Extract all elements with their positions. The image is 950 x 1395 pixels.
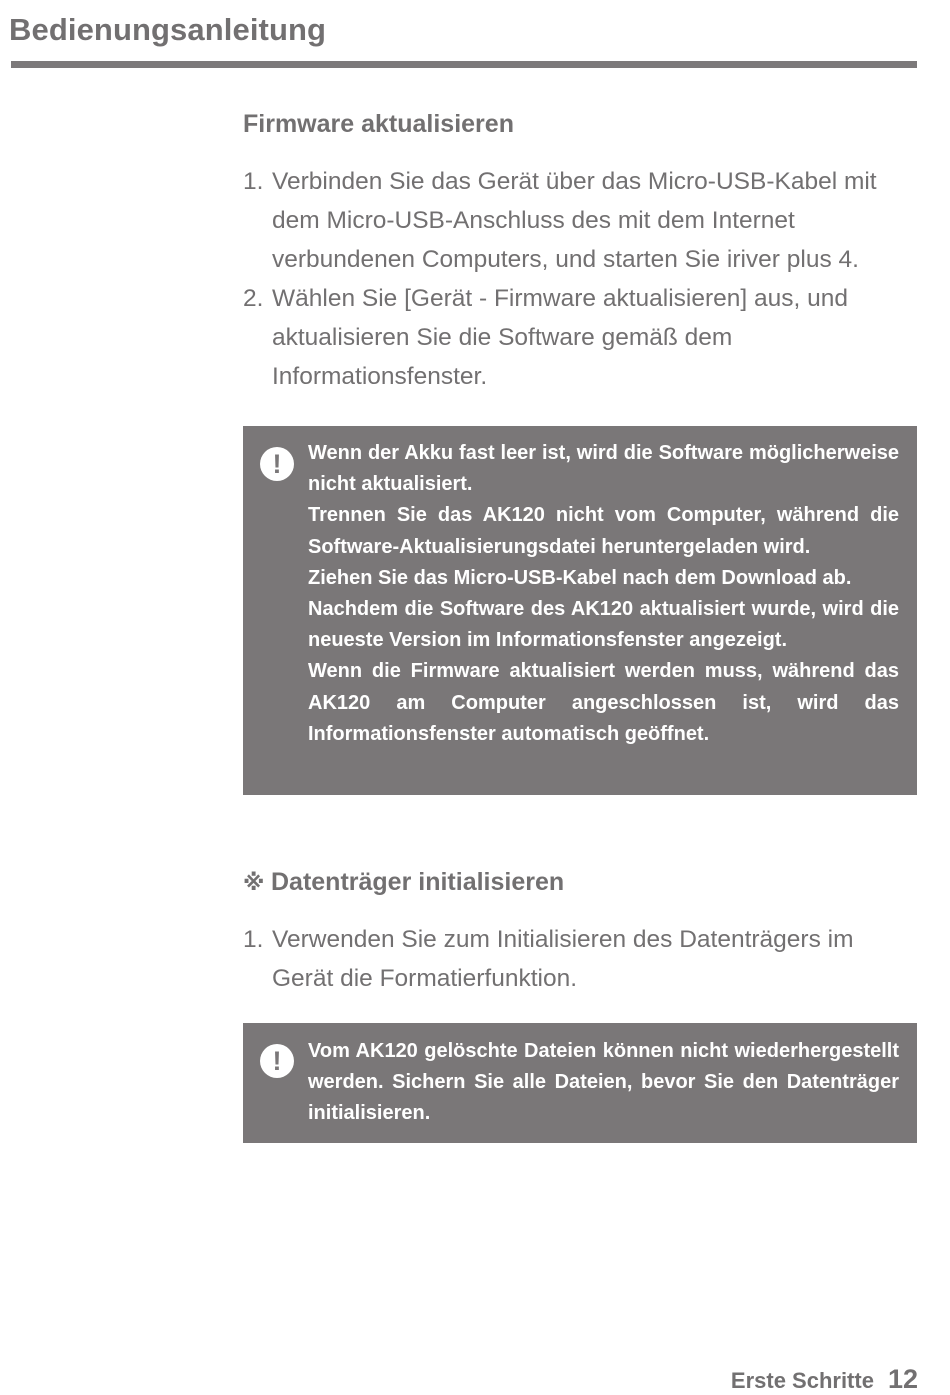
note-paragraph: Wenn der Akku fast leer ist, wird die Software möglicherweise nicht aktualisiert.: [308, 442, 899, 496]
page-footer: [731, 1364, 918, 1395]
note-paragraph: Ziehen Sie das Micro-USB-Kabel nach dem Download ab.: [308, 566, 852, 589]
format-heading-text: Datenträger initialisieren: [271, 868, 565, 896]
document-title: Bedienungsanleitung: [9, 12, 327, 47]
format-steps: [243, 920, 918, 998]
note-paragraph: Nachdem die Software des AK120 aktualisiert wurde, wird die neueste Version im Informationsfenster angezeigt.: [308, 598, 899, 652]
step-number: 2.: [243, 285, 264, 312]
firmware-note-box: [243, 426, 917, 795]
firmware-step-2: [243, 279, 918, 396]
step-number: 1.: [243, 926, 264, 953]
exclamation-icon: !: [260, 1044, 294, 1078]
note-paragraph: Trennen Sie das AK120 nicht vom Computer, während die Software-Aktualisierungsdatei heruntergeladen wird.: [308, 504, 899, 558]
step-text: Wählen Sie [Gerät - Firmware aktualisieren] aus, und aktualisieren Sie die Software gemäß dem Informationsfenster.: [272, 285, 848, 390]
exclamation-icon: !: [260, 447, 294, 481]
note-paragraph: Vom AK120 gelöschte Dateien können nicht wiederhergestellt werden. Sichern Sie alle Dateien, bevor Sie den Datenträger initialisieren.: [308, 1040, 899, 1125]
format-note-box: [243, 1023, 917, 1143]
reference-mark-icon: ※: [243, 870, 265, 895]
format-note-text: [308, 1036, 899, 1130]
format-steps-container: [243, 920, 918, 998]
format-section: [243, 868, 918, 897]
firmware-note-text: [308, 438, 899, 750]
footer-section-label: Erste Schritte: [730, 1368, 874, 1393]
firmware-heading: Firmware aktualisieren: [243, 110, 514, 138]
firmware-steps-container: [243, 162, 918, 396]
firmware-section: [243, 110, 918, 139]
page-number: 12: [887, 1364, 918, 1394]
note-paragraph: Wenn die Firmware aktualisiert werden muss, während das AK120 am Computer angeschlossen ist, wird das Informationsfenster automatisch geöffnet.: [308, 660, 899, 745]
step-text: Verbinden Sie das Gerät über das Micro-USB-Kabel mit dem Micro-USB-Anschluss des mit dem Internet verbundenen Computers, und starten Sie iriver plus 4.: [272, 168, 877, 273]
step-text: Verwenden Sie zum Initialisieren des Datenträgers im Gerät die Formatierfunktion.: [272, 926, 854, 992]
firmware-step-1: [243, 162, 918, 279]
header-divider: [11, 61, 917, 68]
format-step-1: [243, 920, 918, 998]
step-number: 1.: [243, 168, 264, 195]
firmware-steps: [243, 162, 918, 396]
format-heading: [243, 868, 918, 897]
